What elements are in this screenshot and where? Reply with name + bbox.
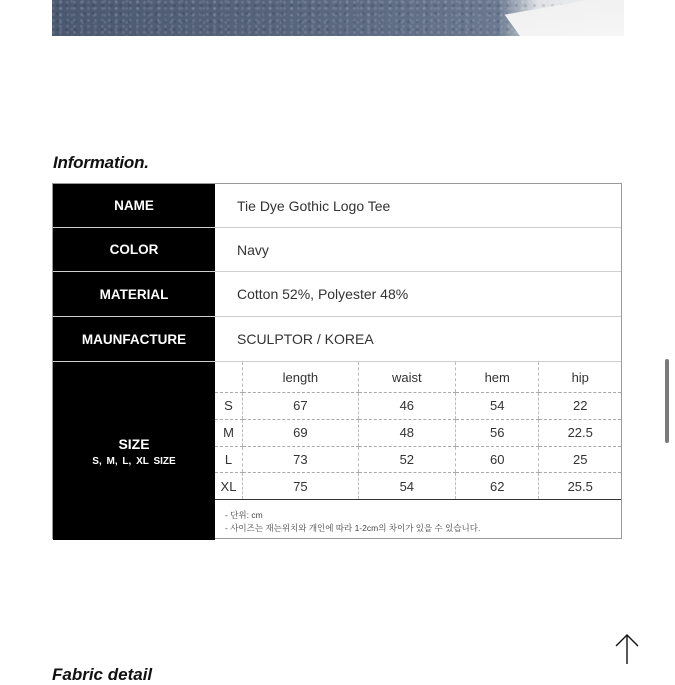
info-row-material xyxy=(53,272,621,317)
size-header-row xyxy=(215,362,621,393)
info-row-color xyxy=(53,228,621,272)
size-cell: M xyxy=(215,419,243,446)
size-cell: XL xyxy=(215,473,243,500)
size-cell: 62 xyxy=(455,473,539,500)
size-cell: 75 xyxy=(243,473,359,500)
name-label: NAME xyxy=(53,184,215,227)
size-row xyxy=(215,473,621,500)
size-cell: 22.5 xyxy=(539,419,621,446)
size-cell: 54 xyxy=(455,393,539,420)
size-cell: 22 xyxy=(539,393,621,420)
size-cell: 67 xyxy=(243,393,359,420)
manufacture-label: MAUNFACTURE xyxy=(53,317,215,361)
size-cell: L xyxy=(215,446,243,473)
size-cell: 46 xyxy=(358,393,455,420)
product-photo xyxy=(52,0,624,36)
material-label: MATERIAL xyxy=(53,272,215,316)
size-label-cell xyxy=(53,362,215,540)
size-sublabel: S, M, L, XL SIZE xyxy=(92,455,176,467)
size-cell: 60 xyxy=(455,446,539,473)
size-cell: 48 xyxy=(358,419,455,446)
size-note-unit: - 단위: cm xyxy=(225,510,263,520)
size-header-length: length xyxy=(243,362,359,393)
arrow-up-icon[interactable] xyxy=(613,632,641,666)
size-note-variance: - 사이즈는 재는위치와 개인에 따라 1-2cm의 차이가 있을 수 있습니다. xyxy=(225,523,481,533)
info-row-size xyxy=(53,362,621,540)
size-header-hem: hem xyxy=(455,362,539,393)
size-cell: 25 xyxy=(539,446,621,473)
size-row xyxy=(215,393,621,420)
size-row xyxy=(215,446,621,473)
size-cell: 54 xyxy=(358,473,455,500)
product-info-table xyxy=(52,183,622,539)
size-cell: 25.5 xyxy=(539,473,621,500)
size-cell: 73 xyxy=(243,446,359,473)
size-cell: 69 xyxy=(243,419,359,446)
size-notes xyxy=(225,509,480,535)
color-label: COLOR xyxy=(53,228,215,271)
color-value: Navy xyxy=(237,241,269,258)
size-row xyxy=(215,419,621,446)
scrollbar-thumb[interactable] xyxy=(665,359,669,443)
info-row-name xyxy=(53,184,621,228)
material-value: Cotton 52%, Polyester 48% xyxy=(237,286,409,302)
size-header-hip: hip xyxy=(539,362,621,393)
fabric-detail-title: Fabric detail xyxy=(52,665,153,684)
size-label: SIZE xyxy=(118,435,150,452)
size-chart xyxy=(215,362,621,500)
size-cell: 52 xyxy=(358,446,455,473)
size-header-corner xyxy=(215,362,243,393)
section-title: Information. xyxy=(53,153,149,172)
manufacture-value: SCULPTOR / KOREA xyxy=(237,331,374,347)
size-cell: S xyxy=(215,393,243,420)
info-row-manufacture xyxy=(53,317,621,362)
name-value: Tie Dye Gothic Logo Tee xyxy=(237,197,391,214)
size-header-waist: waist xyxy=(358,362,455,393)
size-cell: 56 xyxy=(455,419,539,446)
